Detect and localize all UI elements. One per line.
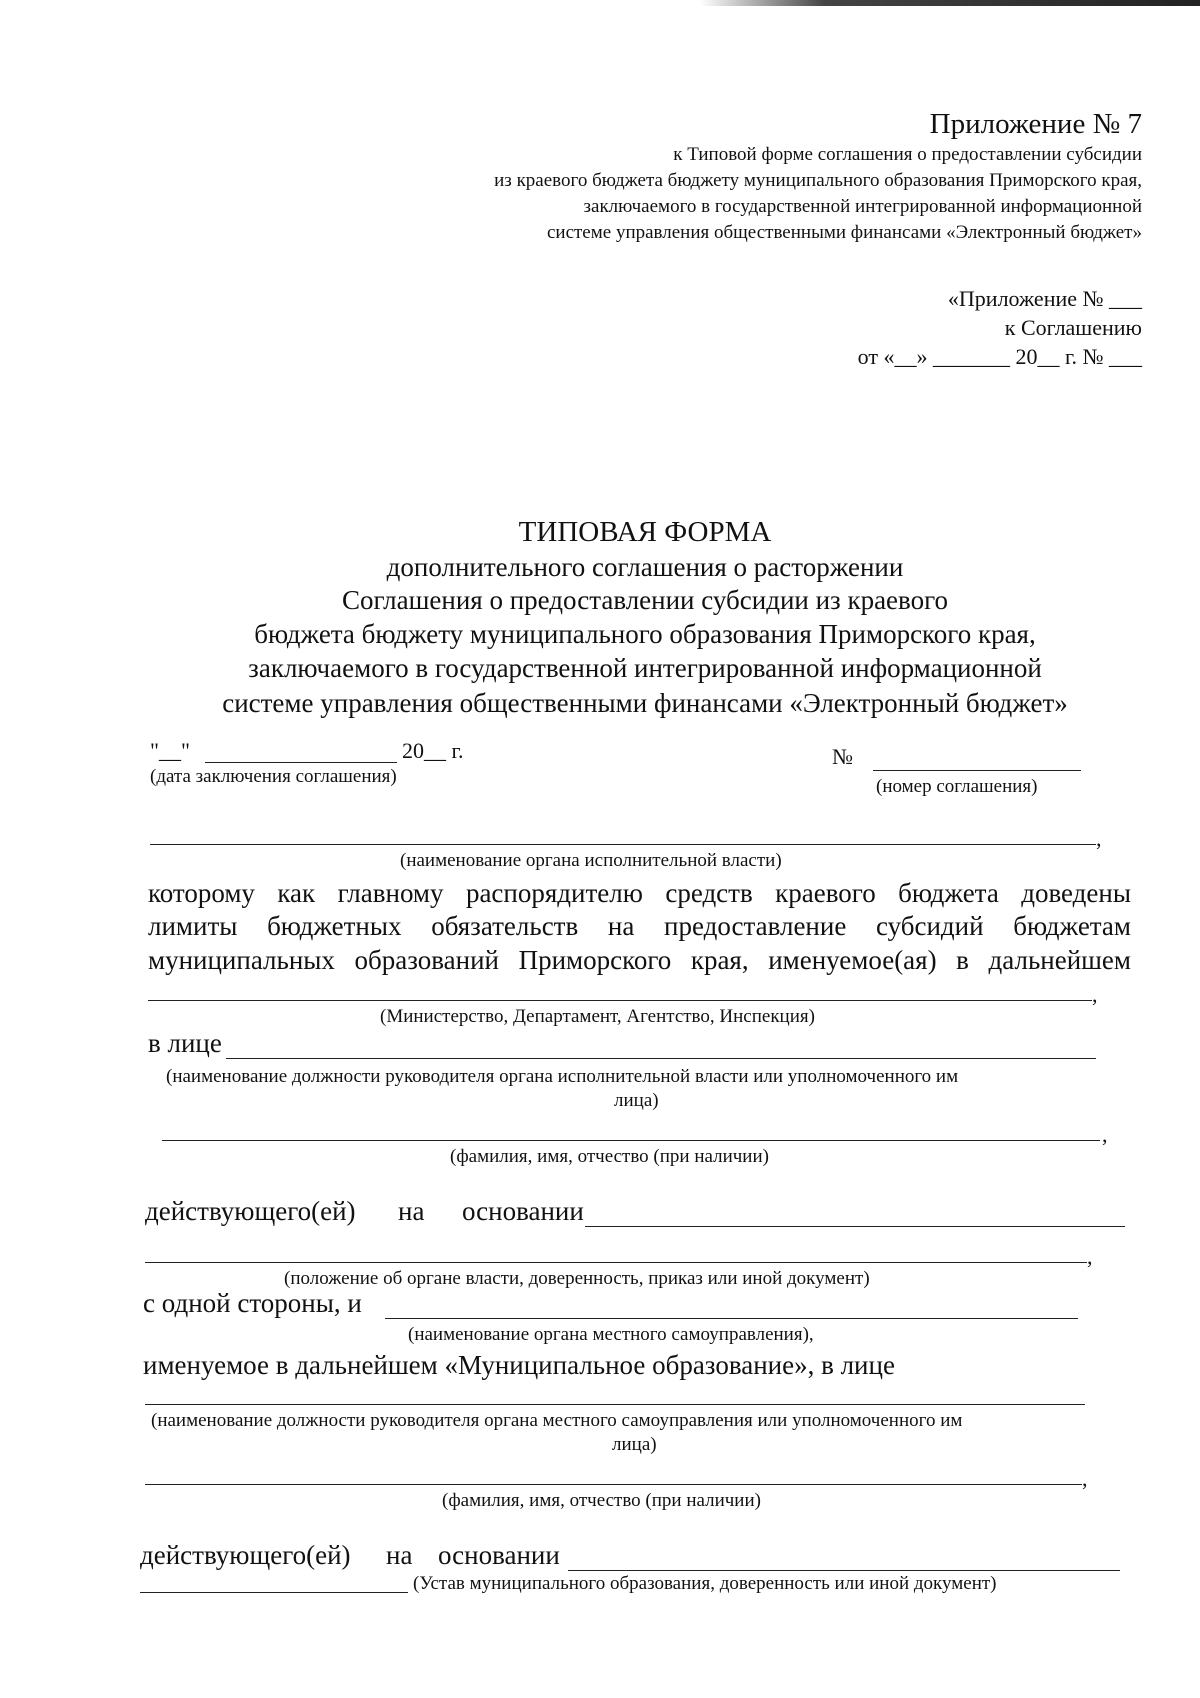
charter-caption: (Устав муниципального образования, доверенность или иной документ) <box>413 1573 997 1594</box>
acting2-word-1: действующего(ей) <box>140 1540 351 1570</box>
comma: , <box>1082 1466 1088 1491</box>
appendix-title: Приложение № 7 <box>929 108 1142 140</box>
title-line-2: Соглашения о предоставлении субсидии из краевого <box>341 585 949 615</box>
local-gov-caption: (наименование органа местного самоуправления), <box>408 1324 814 1345</box>
acting-word-1: действующего(ей) <box>145 1196 356 1226</box>
date-year: 20__ г. <box>402 738 464 763</box>
referred-line: именуемое в дальнейшем «Муниципальное образование», в лице <box>143 1350 895 1380</box>
attachment-line-2: к Соглашению <box>1004 315 1142 340</box>
ministry-caption: (Министерство, Департамент, Агентство, Инспекция) <box>380 1006 815 1027</box>
attachment-line-1: «Приложение № ___ <box>947 286 1142 311</box>
acting-word-3: основании <box>462 1196 584 1226</box>
scan-artifact <box>700 0 1200 6</box>
mun-position-caption-2: лица) <box>612 1434 657 1455</box>
title-line-1: дополнительного соглашения о расторжении <box>386 552 904 582</box>
acting2-word-2: на <box>386 1540 413 1570</box>
fio-line-2[interactable] <box>145 1484 1082 1485</box>
agreement-number-line[interactable] <box>873 770 1081 771</box>
position-line[interactable] <box>226 1058 1096 1059</box>
authority-name-line[interactable] <box>150 844 1096 845</box>
acting-word-2: на <box>398 1196 425 1226</box>
header-line-4: системе управления общественными финансами «Электронный бюджет» <box>546 222 1142 243</box>
title-line-3: бюджета бюджету муниципального образования Приморского края, <box>254 619 1036 649</box>
comma: , <box>1102 1122 1108 1147</box>
header-line-1: к Типовой форме соглашения о предоставлении субсидии <box>673 144 1142 165</box>
mun-position-caption-1: (наименование должности руководителя органа местного самоуправления или уполномоченного им <box>151 1410 963 1431</box>
header-line-2: из краевого бюджета бюджету муниципального образования Приморского края, <box>494 170 1142 191</box>
basis-line-2a[interactable] <box>568 1570 1120 1571</box>
form-title: ТИПОВАЯ ФОРМА <box>518 516 772 548</box>
basis-line-1a[interactable] <box>585 1226 1125 1227</box>
header-line-3: заключаемого в государственной интегрированной информационной <box>583 196 1142 217</box>
basis-line-1b[interactable] <box>145 1262 1087 1263</box>
number-caption: (номер соглашения) <box>876 776 1038 797</box>
in-person-label: в лице <box>148 1028 222 1058</box>
local-gov-line[interactable] <box>385 1318 1078 1319</box>
fio-caption-1: (фамилия, имя, отчество (при наличии) <box>450 1146 769 1167</box>
position-caption-2: лица) <box>614 1090 659 1111</box>
authority-caption: (наименование органа исполнительной власти) <box>400 850 782 871</box>
comma: , <box>1092 982 1098 1007</box>
date-caption: (дата заключения соглашения) <box>150 766 397 787</box>
basis-caption: (положение об органе власти, доверенность, приказ или иной документ) <box>284 1268 870 1289</box>
title-line-5: системе управления общественными финансами «Электронный бюджет» <box>222 688 1068 718</box>
one-side-label: с одной стороны, и <box>143 1288 362 1318</box>
number-sign: № <box>832 744 853 769</box>
paragraph-line-3: муниципальных образований Приморского края, именуемое(ая) в дальнейшем <box>148 945 1131 975</box>
fio-caption-2: (фамилия, имя, отчество (при наличии) <box>442 1490 761 1511</box>
attachment-line-3: от «__» _______ 20__ г. № ___ <box>857 344 1142 369</box>
paragraph-line-2: лимиты бюджетных обязательств на предоставление субсидий бюджетам <box>148 911 1131 941</box>
acting2-word-3: основании <box>438 1540 560 1570</box>
title-line-4: заключаемого в государственной интегрированной информационной <box>248 653 1042 683</box>
fio-line-1[interactable] <box>162 1140 1100 1141</box>
date-day-quote: "__" <box>150 738 190 763</box>
basis-line-2b[interactable] <box>140 1592 408 1593</box>
ministry-line[interactable] <box>148 1000 1092 1001</box>
mun-position-line[interactable] <box>145 1404 1085 1405</box>
comma: , <box>1087 1244 1093 1269</box>
paragraph-line-1: которому как главному распорядителю средств краевого бюджета доведены <box>148 878 1131 908</box>
date-month-line[interactable] <box>205 762 397 763</box>
comma: , <box>1096 826 1102 851</box>
position-caption-1: (наименование должности руководителя органа исполнительной власти или уполномоченного им <box>166 1066 959 1087</box>
